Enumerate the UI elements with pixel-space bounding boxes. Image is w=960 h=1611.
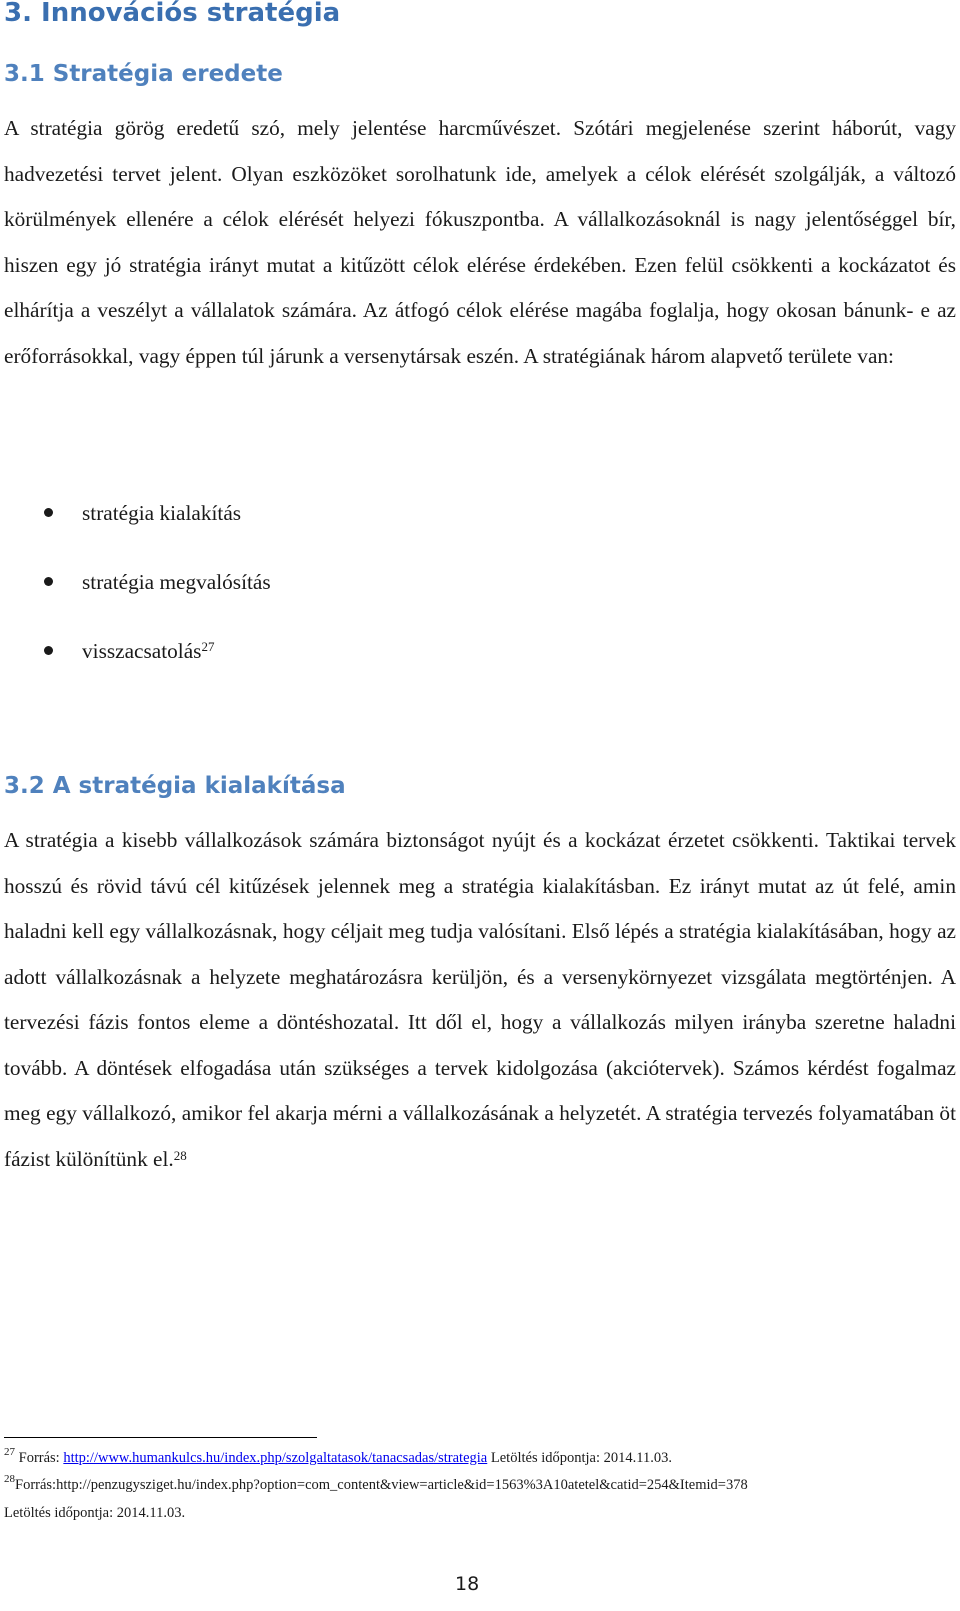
- section-heading-3-1: 3.1 Stratégia eredete: [4, 61, 283, 87]
- list-item-text: visszacsatolás: [82, 639, 202, 663]
- page-number: 18: [455, 1573, 480, 1595]
- section-heading-3-2: 3.2 A stratégia kialakítása: [4, 773, 346, 799]
- footnote-prefix: Forrás:: [18, 1450, 64, 1466]
- footnote-divider: [4, 1437, 317, 1438]
- section-1-paragraph: A stratégia görög eredetű szó, mely jelentése harcművészet. Szótári megjelenése szerint háborút, vagy hadvezetési tervet jelent. Olyan eszközöket sorolhatunk ide, amelyek a célok elérését szolgálják, a változó körülmények ellenére a célok elérését helyezi fókuszpontba. A vállalkozásoknál is nagy jelentőséggel bír, hiszen egy jó stratégia irányt mutat a kitűzött célok elérése érdekében. Ezen felül csökkenti a kockázatot és elhárítja a veszélyt a vállalatok számára. Az átfogó célok elérése magába foglalja, hogy okosan bánunk- e az erőforrásokkal, vagy éppen túl járunk a versenytársak eszén. A stratégiának három alapvető területe van:: [4, 116, 956, 368]
- list-item: [0, 628, 271, 697]
- footnote-number: 27: [4, 1446, 15, 1458]
- footnote-suffix: Letöltés időpontja: 2014.11.03.: [487, 1450, 672, 1466]
- footnote-source-text: Forrás:http://penzugysziget.hu/index.php?option=com_content&view=article&id=1563%3A10atetel&catid=254&Itemid=378: [15, 1477, 748, 1493]
- footnote-28-date: Letöltés időpontja: 2014.11.03.: [4, 1505, 186, 1521]
- list-item-text: stratégia megvalósítás: [82, 570, 271, 594]
- list-item: [0, 490, 271, 559]
- section-2-text: A stratégia a kisebb vállalkozások számára biztonságot nyújt és a kockázat érzetet csökkenti. Taktikai tervek hosszú és rövid távú cél kitűzések jelennek meg a stratégia kialakításban. Ez irányt mutat az út felé, amin haladni kell egy vállalkozásnak, hogy céljait meg tudja valósítani. Első lépés a stratégia kialakításában, hogy az adott vállalkozásnak a helyzete meghatározásra kerüljön, és a versenykörnyezet vizsgálata megtörténjen. A tervezési fázis fontos eleme a döntéshozatal. Itt dől el, hogy a vállalkozás milyen irányba szeretne haladni tovább. A döntések elfogadása után szükséges a tervek kidolgozása (akciótervek). Számos kérdést fogalmaz meg egy vállalkozó, amikor fel akarja mérni a vállalkozásának a helyzetét. A stratégia tervezés folyamatában öt fázist különítünk el.: [4, 828, 956, 1171]
- bullet-icon: [44, 646, 53, 655]
- footnote-ref-27[interactable]: 27: [201, 639, 215, 654]
- list-item-text: stratégia kialakítás: [82, 501, 242, 525]
- strategy-areas-list: [0, 490, 271, 697]
- bullet-icon: [44, 508, 53, 517]
- list-item: [0, 559, 271, 628]
- footnote-27: [4, 1446, 672, 1468]
- footnote-number: 28: [4, 1473, 15, 1485]
- chapter-heading: 3. Innovációs stratégia: [4, 0, 341, 28]
- bullet-icon: [44, 577, 53, 586]
- section-2-paragraph: [4, 818, 956, 1182]
- footnote-ref-28[interactable]: 28: [173, 1147, 187, 1163]
- footnote-source-link[interactable]: http://www.humankulcs.hu/index.php/szolgaltatasok/tanacsadas/strategia: [63, 1450, 488, 1466]
- footnote-28: [4, 1473, 748, 1495]
